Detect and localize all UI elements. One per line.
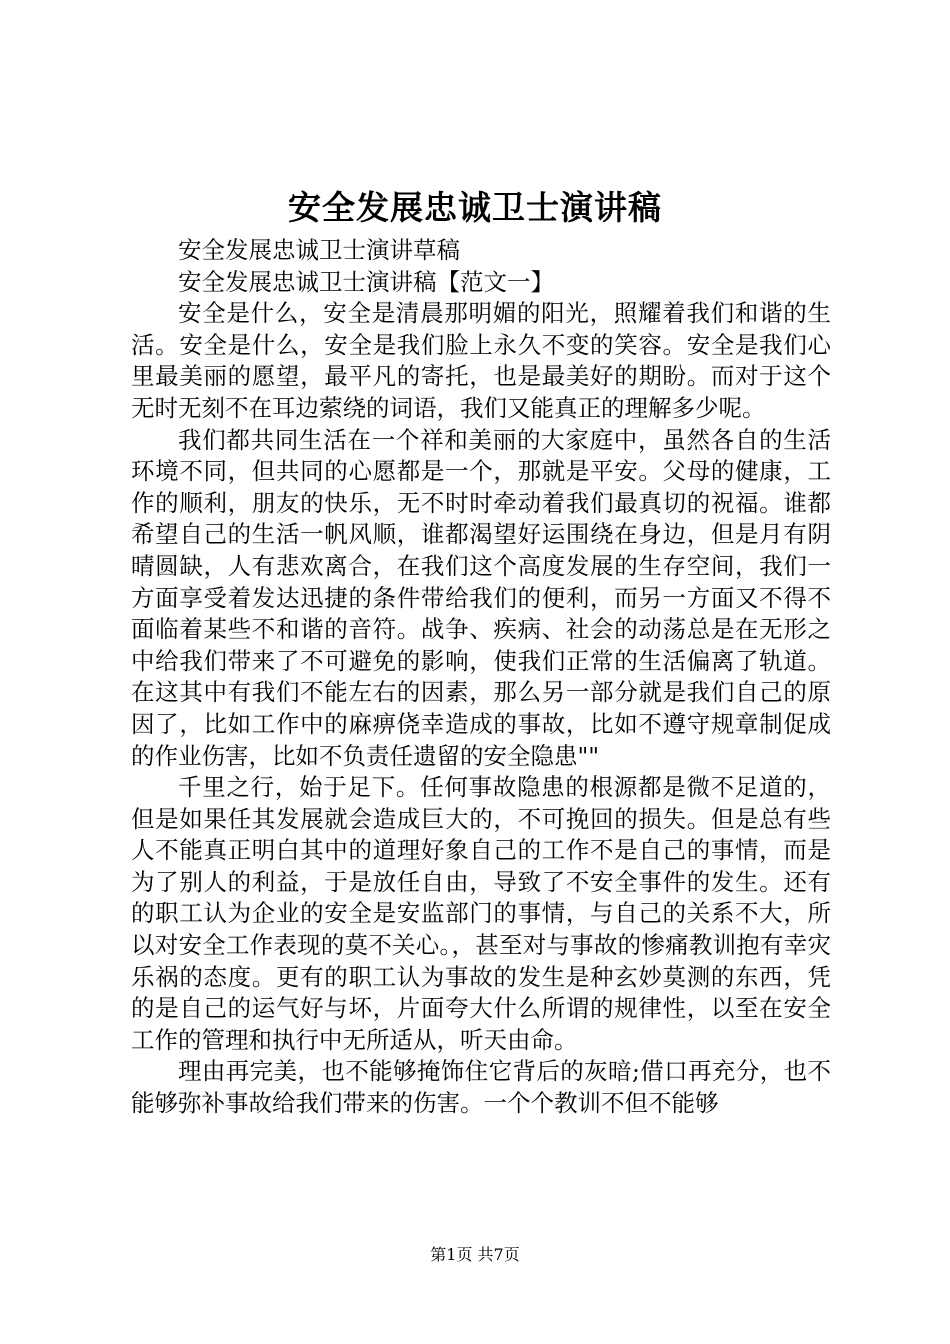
paragraph-sample-heading: 安全发展忠诚卫士演讲稿【范文一】: [178, 267, 554, 296]
paragraph: 千里之行，始于足下。任何事故隐患的根源都是微不足道的，但是如果任其发展就会造成巨大的，不可挽回的损失。但是总有些人不能真正明白其中的道理好象自己的工作不是自己的事情，而是为了别人的利益，于是放任自由，导致了不安全事件的发生。还有的职工认为企业的安全是安监部门的事情，与自己的关系不大，所以对安全工作表现的莫不关心。，甚至对与事故的惨痛教训抱有幸灾乐祸的态度。更有的职工认为事故的发生是种玄妙莫测的东西，凭的是自己的运气好与坏，片面夸大什么所谓的规律性，以至在安全工作的管理和执行中无所适从，听天由命。: [131, 773, 831, 1054]
paragraph: 安全是什么，安全是清晨那明媚的阳光，照耀着我们和谐的生活。安全是什么，安全是我们脸上永久不变的笑容。安全是我们心里最美丽的愿望，最平凡的寄托，也是最美好的期盼。而对于这个无时无刻不在耳边萦绕的词语，我们又能真正的理解多少呢。: [131, 299, 831, 422]
paragraph-subtitle: 安全发展忠诚卫士演讲草稿: [178, 236, 460, 264]
page-number-footer: 第1页 共7页: [430, 1245, 520, 1264]
paragraph: 我们都共同生活在一个祥和美丽的大家庭中，虽然各自的生活环境不同，但共同的心愿都是一个，那就是平安。父母的健康，工作的顺利，朋友的快乐，无不时时牵动着我们最真切的祝福。谁都希望自己的生活一帆风顺，谁都渴望好运围绕在身边，但是月有阴晴圆缺，人有悲欢离合，在我们这个高度发展的生存空间，我们一方面享受着发达迅捷的条件带给我们的便利，而另一方面又不得不面临着某些不和谐的音符。战争、疾病、社会的动荡总是在无形之中给我们带来了不可避免的影响，使我们正常的生活偏离了轨道。在这其中有我们不能左右的因素，那么另一部分就是我们自己的原因了，比如工作中的麻痹侥幸造成的事故，比如不遵守规章制促成的作业伤害，比如不负责任遗留的安全隐患"": [131, 425, 831, 770]
paragraph: 理由再完美，也不能够掩饰住它背后的灰暗;借口再充分，也不能够弥补事故给我们带来的伤害。一个个教训不但不能够: [131, 1057, 831, 1118]
document-body: [131, 235, 831, 1120]
document-title: 安全发展忠诚卫士演讲稿: [288, 188, 662, 227]
